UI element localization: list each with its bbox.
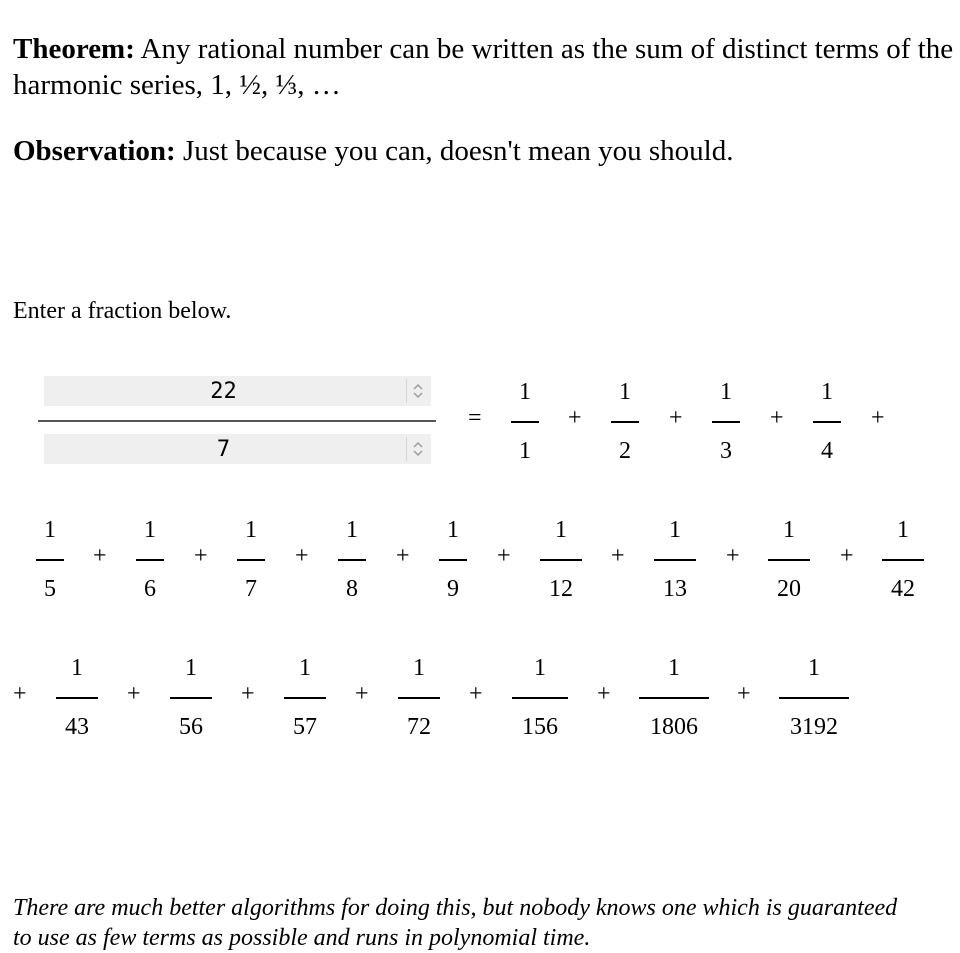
plus-sign: +: [241, 681, 255, 707]
term-numerator: 1: [783, 517, 795, 543]
term-numerator: 1: [71, 655, 83, 681]
term-numerator: 1: [245, 517, 257, 543]
unit-fraction-term: [636, 654, 712, 741]
term-fraction-bar: [56, 697, 98, 699]
term-fraction-bar: [540, 559, 582, 561]
term-denominator: 3192: [790, 714, 838, 740]
term-denominator: 2: [619, 438, 631, 464]
term-fraction-bar: [654, 559, 696, 561]
plus-sign: +: [127, 681, 141, 707]
term-denominator: 4: [821, 438, 833, 464]
observation-label: Observation:: [13, 135, 176, 167]
plus-sign: +: [726, 543, 740, 569]
plus-sign: +: [611, 543, 625, 569]
term-denominator: 7: [245, 576, 257, 602]
plus-sign: +: [770, 405, 784, 431]
observation-text: Just because you can, doesn't mean you should.: [175, 135, 734, 167]
term-denominator: 9: [447, 576, 459, 602]
term-numerator: 1: [808, 655, 820, 681]
term-fraction-bar: [136, 559, 164, 561]
term-fraction-bar: [237, 559, 265, 561]
unit-fraction-term: [53, 654, 101, 741]
term-numerator: 1: [299, 655, 311, 681]
term-numerator: 1: [821, 379, 833, 405]
term-fraction-bar: [813, 421, 841, 423]
term-denominator: 13: [663, 576, 687, 602]
term-denominator: 8: [346, 576, 358, 602]
numerator-stepper-icon[interactable]: [406, 379, 429, 403]
term-fraction-bar: [512, 697, 568, 699]
plus-sign: +: [396, 543, 410, 569]
term-fraction-bar: [511, 421, 539, 423]
unit-fraction-term: [508, 378, 542, 465]
term-numerator: 1: [346, 517, 358, 543]
plus-sign: +: [871, 405, 885, 431]
term-fraction-bar: [768, 559, 810, 561]
instruction-text: Enter a fraction below.: [13, 298, 232, 324]
term-numerator: 1: [447, 517, 459, 543]
term-denominator: 56: [179, 714, 203, 740]
term-fraction-bar: [779, 697, 849, 699]
equals-sign: =: [468, 405, 482, 431]
unit-fraction-term: [335, 516, 369, 603]
unit-fraction-term: [167, 654, 215, 741]
term-fraction-bar: [712, 421, 740, 423]
term-denominator: 43: [65, 714, 89, 740]
plus-sign: +: [597, 681, 611, 707]
unit-fraction-term: [709, 378, 743, 465]
term-fraction-bar: [284, 697, 326, 699]
denominator-stepper-icon[interactable]: [406, 437, 429, 461]
term-denominator: 42: [891, 576, 915, 602]
unit-fraction-term: [436, 516, 470, 603]
plus-sign: +: [469, 681, 483, 707]
term-numerator: 1: [185, 655, 197, 681]
plus-sign: +: [568, 405, 582, 431]
unit-fraction-term: [33, 516, 67, 603]
plus-sign: +: [840, 543, 854, 569]
term-denominator: 1806: [650, 714, 698, 740]
term-denominator: 12: [549, 576, 573, 602]
plus-sign: +: [295, 543, 309, 569]
unit-fraction-term: [234, 516, 268, 603]
term-denominator: 72: [407, 714, 431, 740]
term-denominator: 1: [519, 438, 531, 464]
unit-fraction-term: [810, 378, 844, 465]
term-numerator: 1: [668, 655, 680, 681]
unit-fraction-term: [651, 516, 699, 603]
unit-fraction-term: [395, 654, 443, 741]
theorem-label: Theorem:: [13, 33, 135, 65]
unit-fraction-term: [537, 516, 585, 603]
term-denominator: 3: [720, 438, 732, 464]
term-fraction-bar: [36, 559, 64, 561]
fraction-bar: [38, 420, 436, 422]
numerator-input[interactable]: [44, 376, 431, 406]
term-numerator: 1: [144, 517, 156, 543]
unit-fraction-term: [765, 516, 813, 603]
numerator-field[interactable]: [44, 376, 431, 406]
term-fraction-bar: [170, 697, 212, 699]
plus-sign: +: [194, 543, 208, 569]
term-numerator: 1: [619, 379, 631, 405]
plus-sign: +: [93, 543, 107, 569]
theorem-paragraph: [13, 31, 958, 103]
term-numerator: 1: [669, 517, 681, 543]
unit-fraction-term: [879, 516, 927, 603]
term-denominator: 156: [522, 714, 558, 740]
term-numerator: 1: [897, 517, 909, 543]
plus-sign: +: [497, 543, 511, 569]
unit-fraction-term: [509, 654, 571, 741]
unit-fraction-term: [281, 654, 329, 741]
term-numerator: 1: [720, 379, 732, 405]
term-fraction-bar: [439, 559, 467, 561]
term-numerator: 1: [519, 379, 531, 405]
term-numerator: 1: [44, 517, 56, 543]
term-fraction-bar: [882, 559, 924, 561]
term-numerator: 1: [534, 655, 546, 681]
term-numerator: 1: [555, 517, 567, 543]
term-numerator: 1: [413, 655, 425, 681]
denominator-field[interactable]: [44, 434, 431, 464]
term-denominator: 57: [293, 714, 317, 740]
plus-sign: +: [669, 405, 683, 431]
plus-sign: +: [737, 681, 751, 707]
term-denominator: 20: [777, 576, 801, 602]
theorem-text: Any rational number can be written as the sum of distinct terms of the harmonic series, 1, ½, ⅓, …: [13, 33, 954, 101]
term-denominator: 6: [144, 576, 156, 602]
unit-fraction-term: [776, 654, 852, 741]
term-fraction-bar: [639, 697, 709, 699]
unit-fraction-term: [133, 516, 167, 603]
term-denominator: 5: [44, 576, 56, 602]
observation-paragraph: [13, 133, 733, 169]
term-fraction-bar: [398, 697, 440, 699]
footer-note: There are much better algorithms for doing this, but nobody knows one which is guaranteed to use as few terms as possible and runs in polynomial time.: [13, 895, 898, 951]
term-fraction-bar: [611, 421, 639, 423]
term-fraction-bar: [338, 559, 366, 561]
denominator-input[interactable]: [44, 434, 431, 464]
plus-sign: +: [13, 681, 27, 707]
unit-fraction-term: [608, 378, 642, 465]
plus-sign: +: [355, 681, 369, 707]
